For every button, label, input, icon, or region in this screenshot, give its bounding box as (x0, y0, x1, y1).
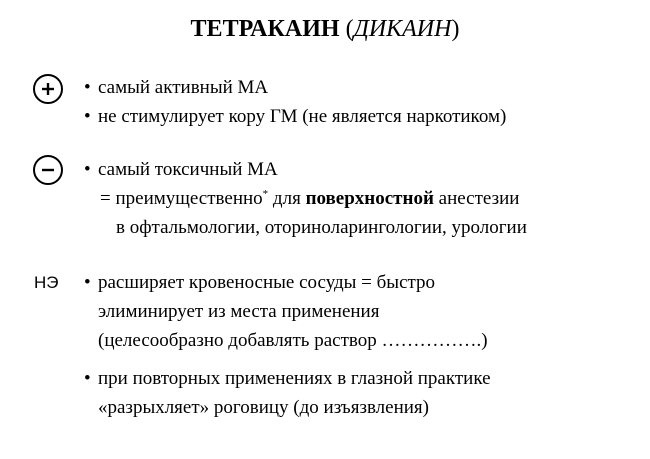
side-effects-label: НЭ (34, 273, 59, 292)
title-alt-name: ДИКАИН (353, 16, 452, 42)
bullet: • (84, 272, 91, 293)
minus-item-toxic: • самый токсичный МА (84, 159, 278, 180)
ne-item-vasodilation-line1: • расширяет кровеносные сосуды = быстро (84, 272, 436, 293)
ne-item-vasodilation-line2: элиминирует из места применения (98, 301, 380, 322)
bullet: • (84, 106, 91, 127)
minus-icon (33, 155, 63, 185)
plus-icon (33, 74, 63, 104)
emphasis-surface: поверхностной (305, 188, 434, 209)
ne-item-cornea-line2: «разрыхляет» роговицу (до изъязвления) (98, 397, 429, 418)
footnote-mark: * (262, 188, 269, 200)
bullet: • (84, 368, 91, 389)
slide-title (0, 14, 650, 44)
minus-continuation-line1: = преимущественно* для поверхностной анестезии (100, 188, 520, 209)
bullet: • (84, 77, 91, 98)
title-paren-open: ( (339, 16, 354, 42)
title-paren-close: ) (451, 16, 460, 42)
plus-item-active: • самый активный МА (84, 77, 269, 98)
title-main: ТЕТРАКАИН (190, 16, 340, 42)
bullet: • (84, 159, 91, 180)
minus-continuation-line2: в офтальмологии, оториноларингологии, урологии (116, 217, 527, 238)
ne-item-cornea-line1: • при повторных применениях в глазной практике (84, 368, 491, 389)
plus-item-no-cns: • не стимулирует кору ГМ (не является наркотиком) (84, 106, 507, 127)
ne-item-vasodilation-line3: (целесообразно добавлять раствор …………….) (98, 330, 488, 351)
